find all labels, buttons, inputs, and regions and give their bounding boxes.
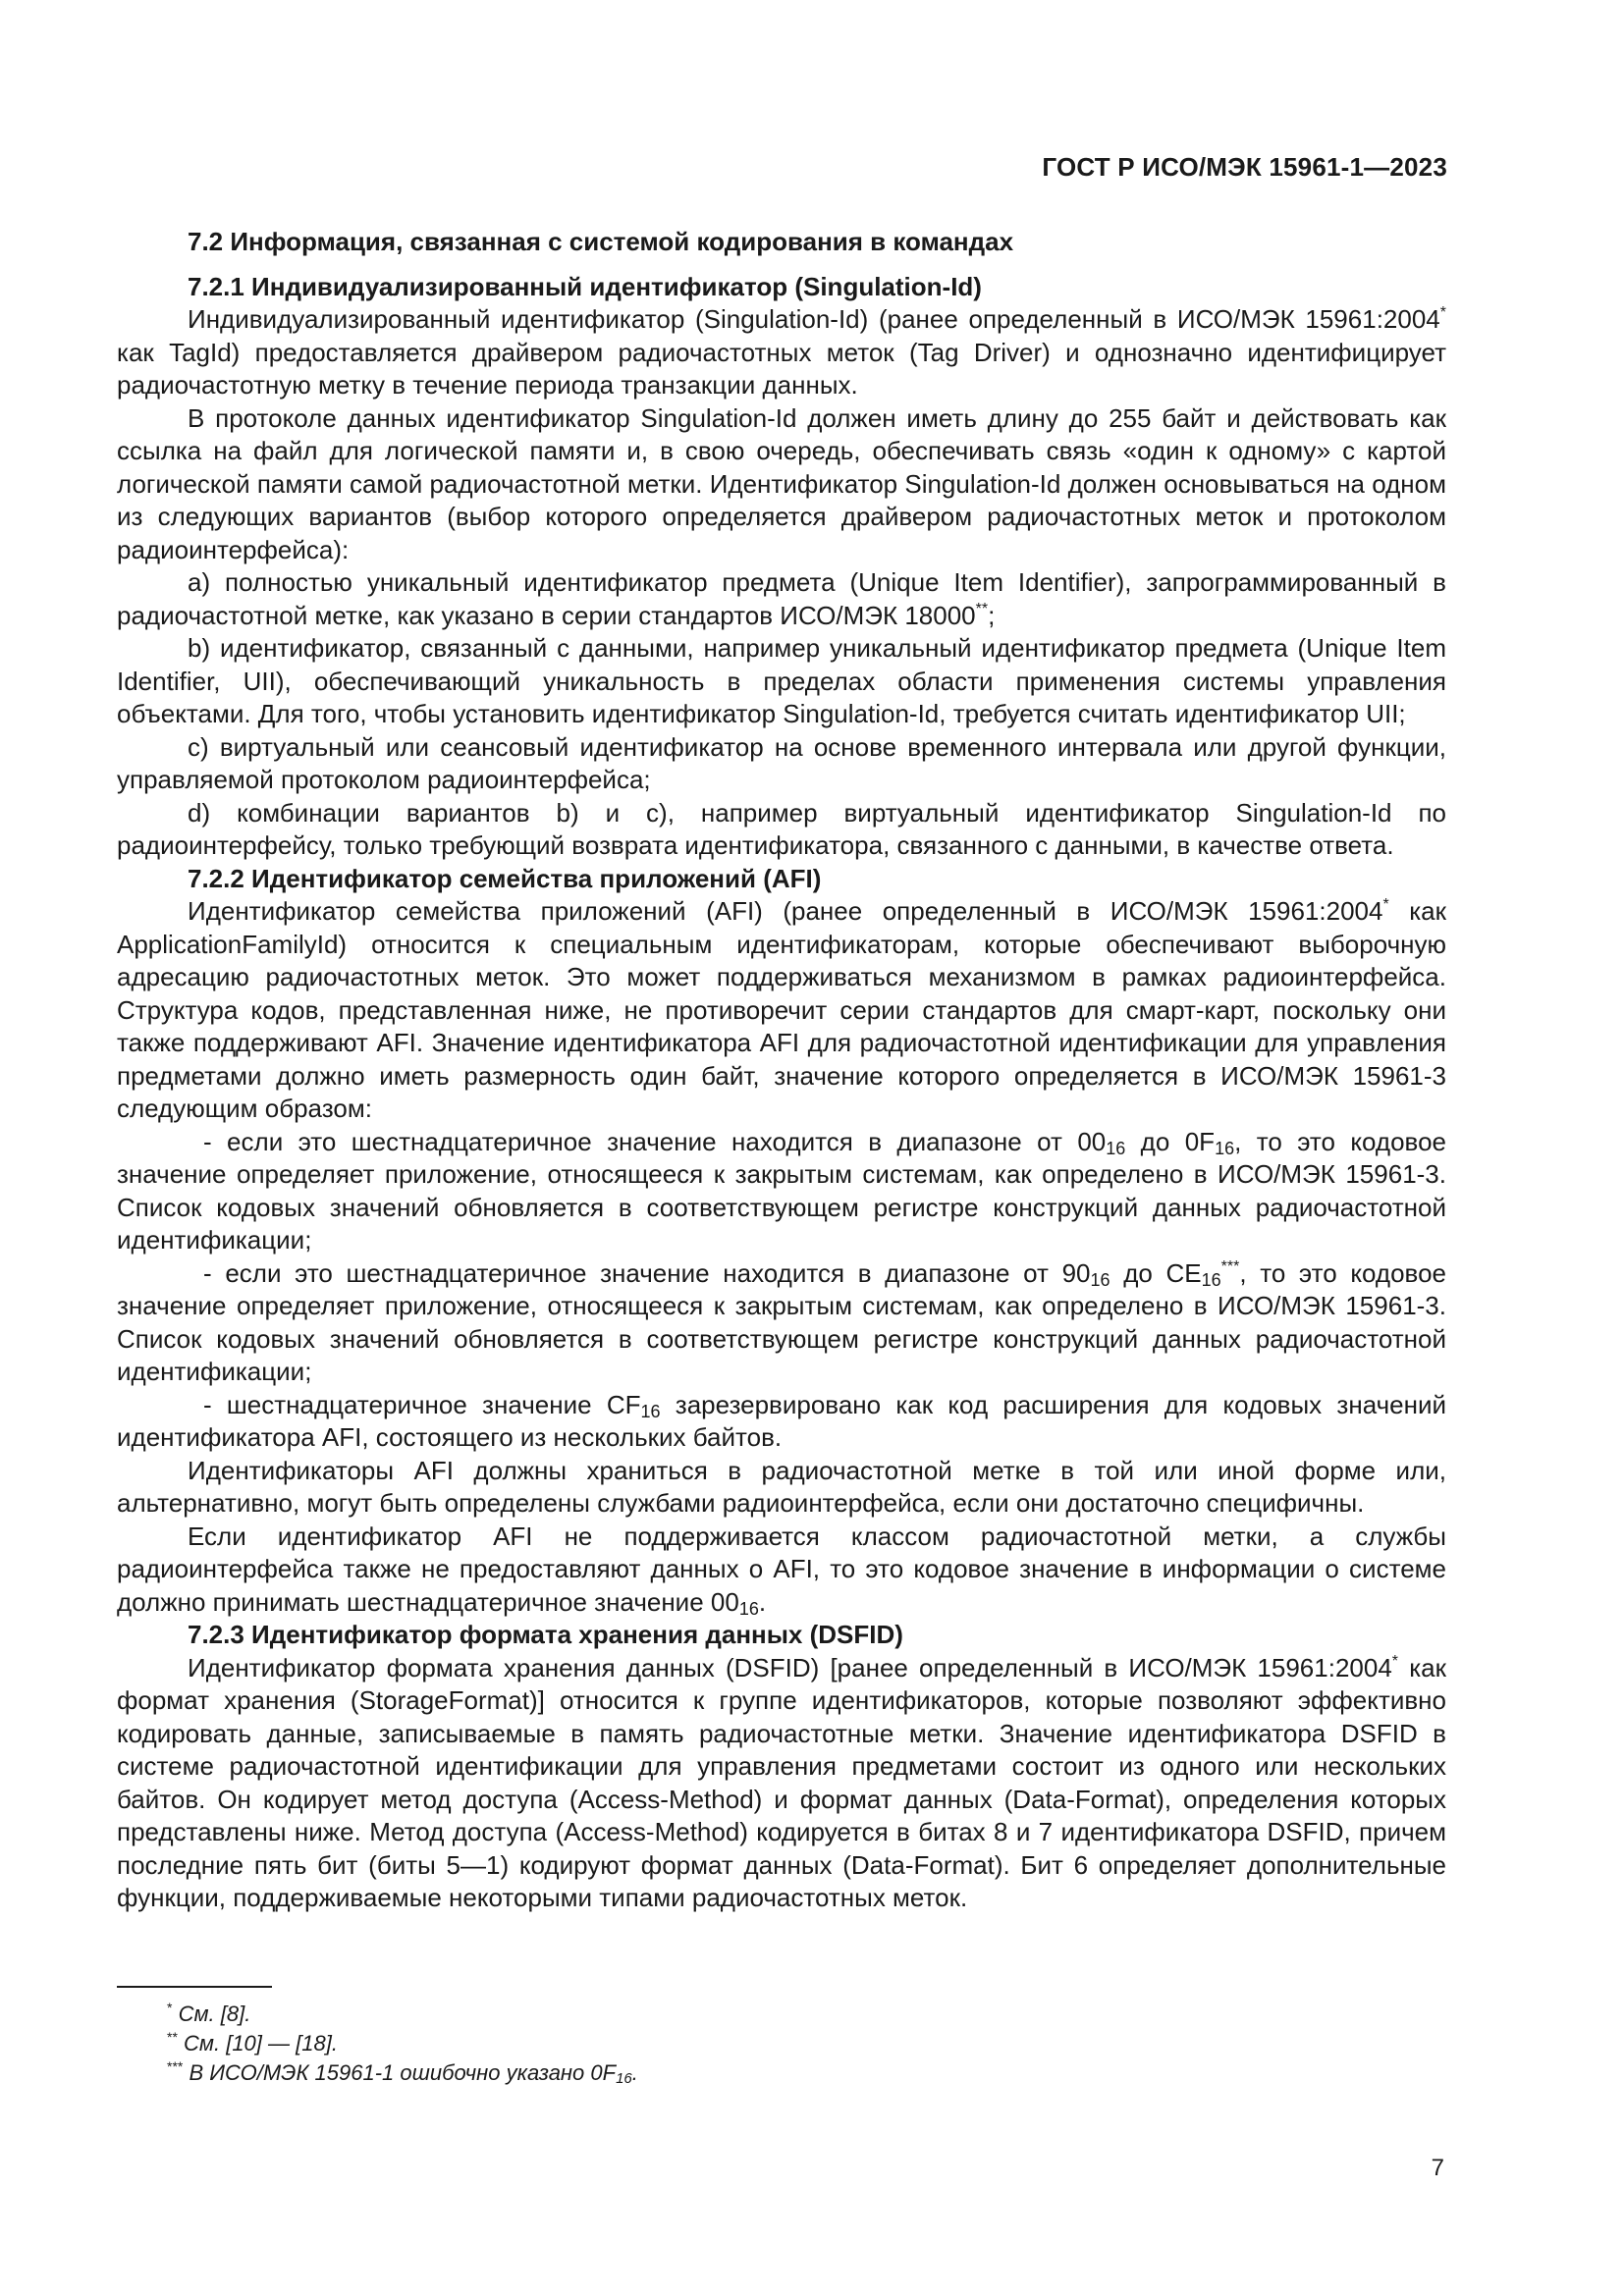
paragraph: В протоколе данных идентификатор Singulation-Id должен иметь длину до 255 байт и действовать как ссылка на файл для логической памяти и, в свою очередь, обеспечивать связь «один к одному» с картой логической памяти самой радиочастотной метки. Идентификатор Singulation-Id должен основываться на одном из следующих вариантов (выбор которого определяется драйвером радиочастотных меток и протоколом радиоинтерфейса): [117, 402, 1446, 564]
list-item: - шестнадцатеричное значение $CF_{16}$ зарезервировано как код расширения для кодовых значений идентификатора AFI, состоящего из нескольких байтов. [117, 1389, 1446, 1452]
footnote-separator [117, 1986, 272, 1988]
list-item: c) виртуальный или сеансовый идентификатор на основе временного интервала или другой функции, управляемой протоколом радиоинтерфейса; [117, 731, 1446, 794]
document-code: ГОСТ Р ИСО/МЭК 15961-1—2023 [1042, 152, 1447, 182]
footnotes [167, 2000, 638, 2088]
subsection-heading-7-2-3: 7.2.3 Идентификатор формата хранения данных (DSFID) [188, 1620, 903, 1649]
list-item: - если это шестнадцатеричное значение находится в диапазоне от $00_{16}$ до $0F_{16}$, то это кодовое значение определяет приложение, относящееся к закрытым системам, как определено в ИСО/МЭК 15961-3. Список кодовых значений обновляется в соответствующем регистре конструкций данных радиочастотной идентификации; [117, 1126, 1446, 1255]
main-content [117, 226, 1446, 1915]
subsection-heading-7-2-2: 7.2.2 Идентификатор семейства приложений (AFI) [188, 863, 822, 893]
list-item: a) полностью уникальный идентификатор предмета (Unique Item Identifier), запрограммированный в радиочастотной метке, как указано в серии стандартов ИСО/МЭК 18000**; [117, 567, 1446, 630]
footnote-3: *** В ИСО/МЭК 15961-1 ошибочно указано $0F_{16}$. [167, 2058, 638, 2087]
paragraph: Идентификатор семейства приложений (AFI) (ранее определенный в ИСО/МЭК 15961:2004* как ApplicationFamilyId) относится к специальным идентификаторам, которые обеспечивают выборочную адресацию радиочастотных меток. Это может поддерживаться механизмом в рамках радиоинтерфейса. Структура кодов, представленная ниже, не противоречит серии стандартов для смарт-карт, поскольку они также поддерживают AFI. Значение идентификатора AFI для радиочастотной идентификации для управления предметами должно иметь размерность один байт, значение которого определяется в ИСО/МЭК 15961-3 следующим образом: [117, 896, 1446, 1123]
footnote-mark: * [1382, 896, 1389, 913]
paragraph: Если идентификатор AFI не поддерживается классом радиочастотной метки, а службы радиоинтерфейса также не предоставляют данных о AFI, то это кодовое значение в информации о системе должно принимать шестнадцатеричное значение $00_{16}$. [117, 1521, 1446, 1619]
list-item: d) комбинации вариантов b) и c), например виртуальный идентификатор Singulation-Id по радиоинтерфейсу, только требующий возврата идентификатора, связанного с данными, в качестве ответа. [117, 797, 1446, 860]
footnote-1: * См. [8]. [167, 2000, 251, 2026]
paragraph: Идентификатор формата хранения данных (DSFID) [ранее определенный в ИСО/МЭК 15961:2004* как формат хранения (StorageFormat)] относится к группе идентификаторов, которые позволяют эффективно кодировать данные, записываемые в память радиочастотные метки. Значение идентификатора DSFID в системе радиочастотной идентификации для управления предметами состоит из одного или нескольких байтов. Он кодирует метод доступа (Access-Method) и формат данных (Data-Format), определения которых представлены ниже. Метод доступа (Access-Method) кодируется в битах 8 и 7 идентификатора DSFID, причем последние пять бит (биты 5—1) кодируют формат данных (Data-Format). Бит 6 определяет дополнительные функции, поддерживаемые некоторыми типами радиочастотных меток. [117, 1652, 1446, 1912]
footnote-mark: * [1391, 1652, 1399, 1670]
page-number: 7 [1431, 2155, 1444, 2181]
section-heading-7-2: 7.2 Информация, связанная с системой кодирования в командах [188, 227, 1014, 256]
footnote-mark: * [1439, 304, 1446, 321]
paragraph: Идентификаторы AFI должны храниться в радиочастотной метке в той или иной форме или, альтернативно, могут быть определены службами радиоинтерфейса, если они достаточно специфичны. [117, 1455, 1446, 1518]
footnote-mark: ** [975, 600, 989, 617]
subsection-heading-7-2-1: 7.2.1 Индивидуализированный идентификатор (Singulation-Id) [188, 271, 982, 301]
list-item: b) идентификатор, связанный с данными, например уникальный идентификатор предмета (Unique Item Identifier, UII), обеспечивающий уникальность в пределах области применения системы управления объектами. Для того, чтобы установить идентификатор Singulation-Id, требуется считать идентификатор UII; [117, 633, 1446, 728]
footnote-2: ** См. [10] — [18]. [167, 2029, 338, 2056]
paragraph: Индивидуализированный идентификатор (Singulation-Id) (ранее определенный в ИСО/МЭК 15961:2004* как TagId) предоставляется драйвером радиочастотных меток (Tag Driver) и однозначно идентифицирует радиочастотную метку в течение периода транзакции данных. [117, 304, 1446, 400]
footnote-mark: *** [1220, 1257, 1240, 1275]
list-item: - если это шестнадцатеричное значение находится в диапазоне от $90_{16}$ до $CE_{16}^{***}$, то это кодовое значение определяет приложение, относящееся к закрытым системам, как определено в ИСО/МЭК 15961-3. Список кодовых значений обновляется в соответствующем регистре конструкций данных радиочастотной идентификации; [117, 1257, 1446, 1386]
